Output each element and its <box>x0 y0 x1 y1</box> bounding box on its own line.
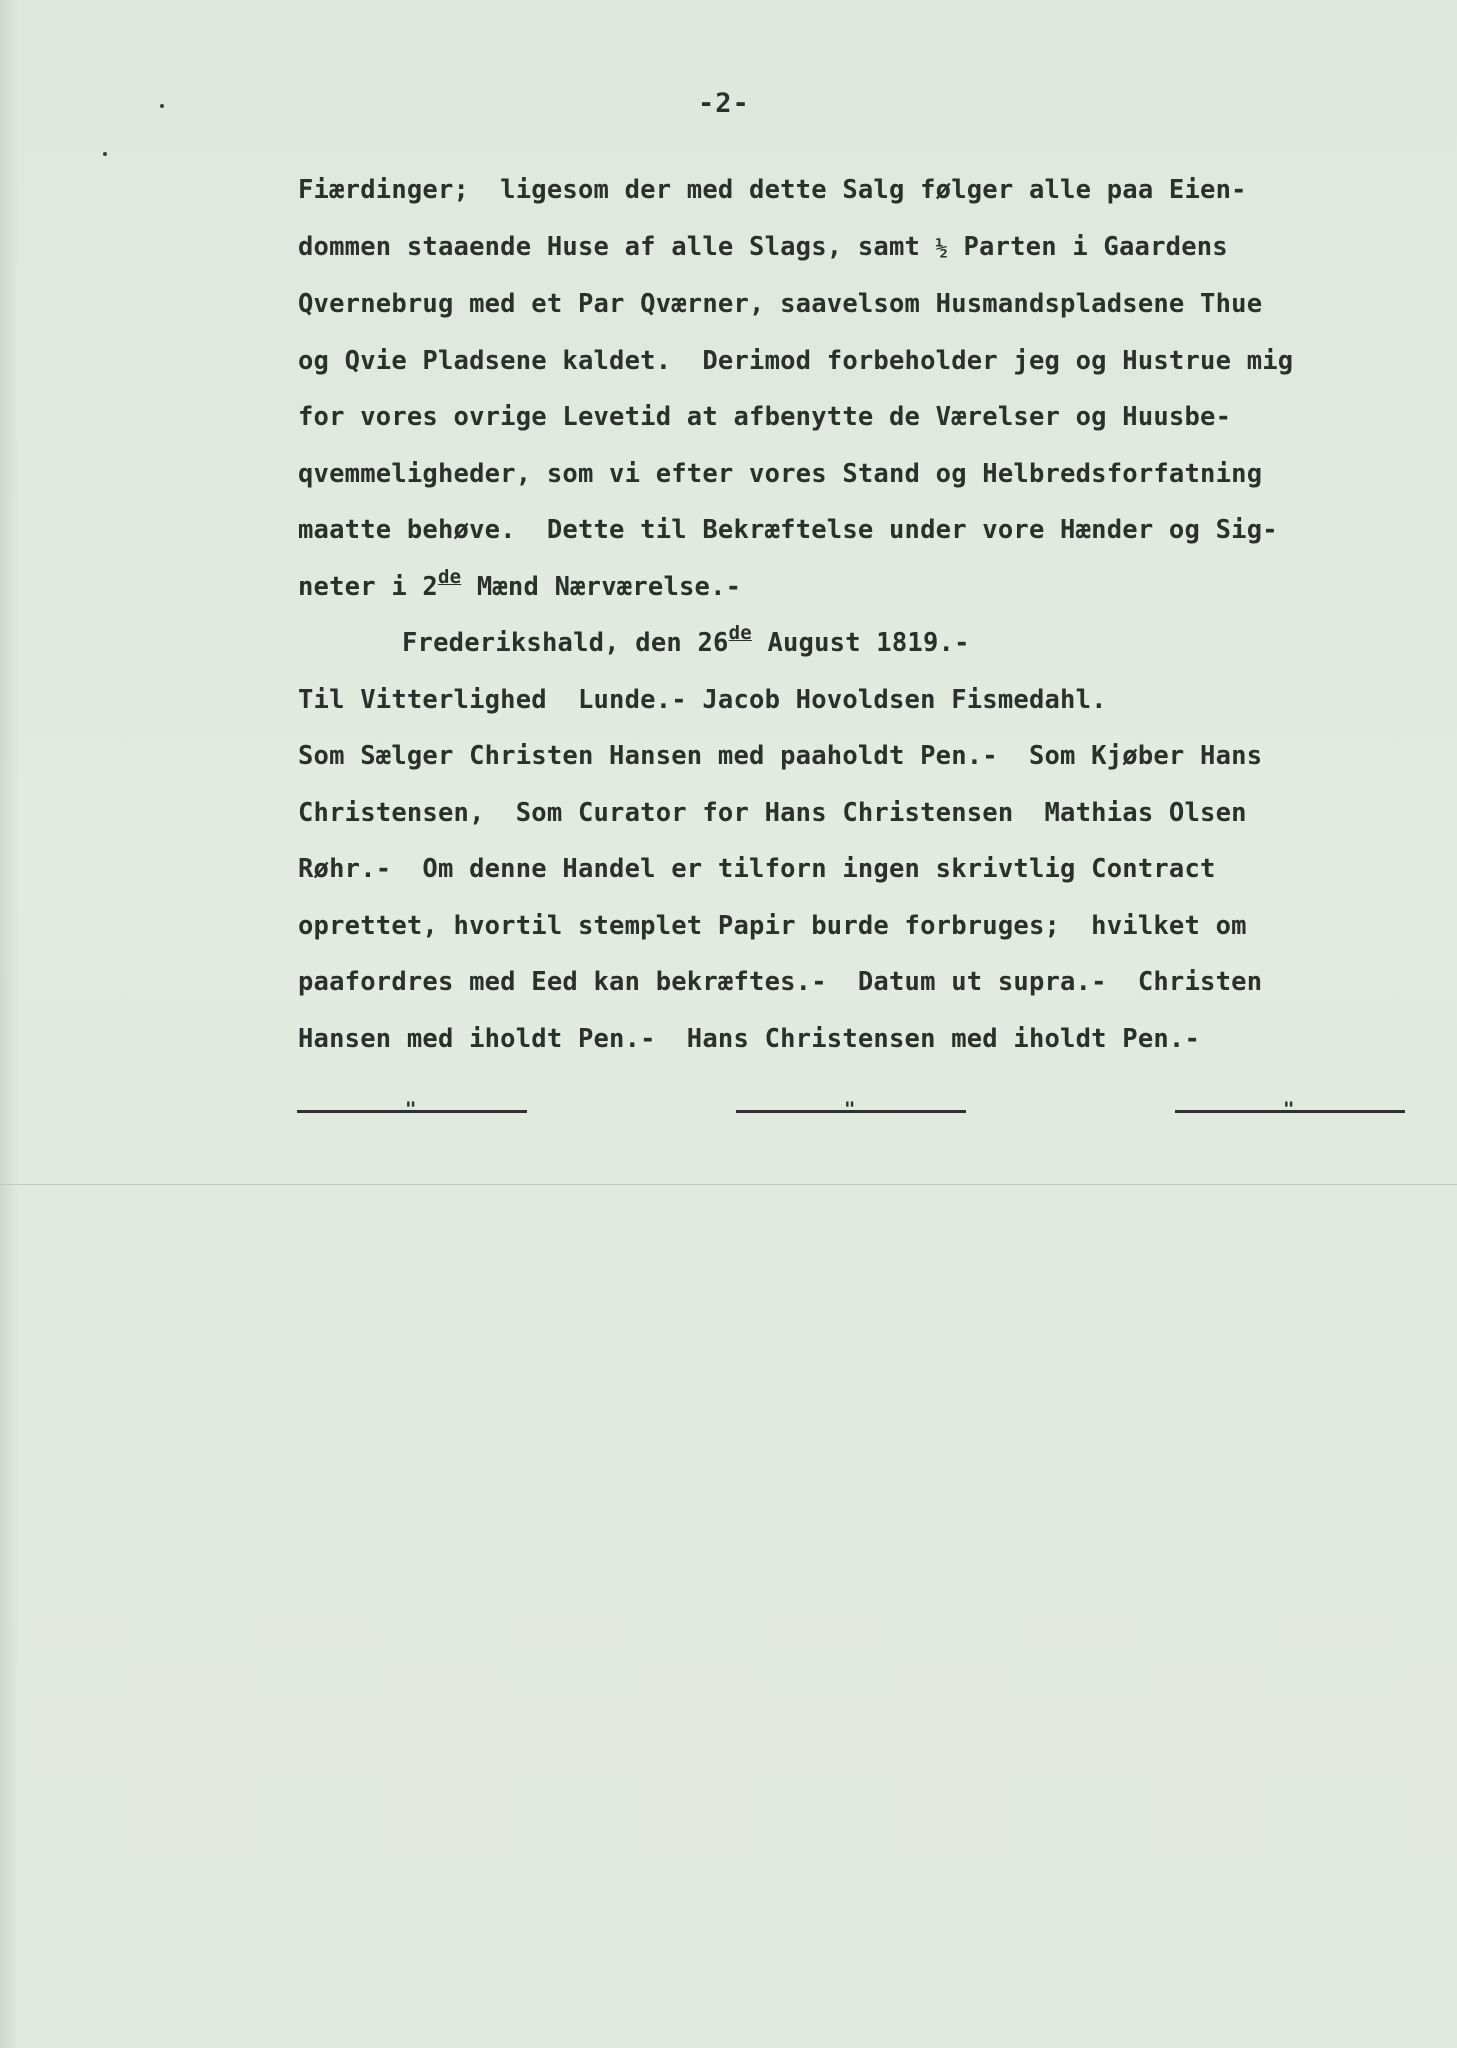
separator-line <box>297 1098 527 1120</box>
text-line: Hansen med iholdt Pen.- Hans Christensen med iholdt Pen.- <box>298 1023 1201 1054</box>
text-line: paafordres med Eed kan bekræftes.- Datum ut supra.- Christen <box>298 967 1263 997</box>
text-line: Røhr.- Om denne Handel er tilforn ingen skrivtlig Contract <box>298 854 1216 884</box>
text-line: og Qvie Pladsene kaldet. Derimod forbeholder jeg og Hustrue mig <box>298 345 1294 376</box>
text-segment: Parten i Gaardens <box>947 231 1228 262</box>
text-line: for vores ovrige Levetid at afbenytte de Værelser og Huusbe- <box>298 402 1232 432</box>
text-line <box>298 615 1438 672</box>
text-segment: Mænd Nærværelse.- <box>461 571 742 602</box>
text-segment: Frederikshald, den 26 <box>402 628 729 658</box>
paper-fold-line <box>0 1184 1457 1185</box>
text-line: Qvernebrug med et Par Qværner, saavelsom Husmandspladsene Thue <box>298 289 1263 319</box>
text-line <box>298 559 1438 616</box>
ditto-mark: " <box>405 1098 417 1120</box>
text-line: Fiærdinger; ligesom der med dette Salg følger alle paa Eien- <box>298 175 1247 205</box>
page-number: -2- <box>698 88 750 119</box>
ink-speck <box>103 152 107 156</box>
ditto-mark: " <box>1283 1098 1295 1120</box>
text-line: Som Sælger Christen Hansen med paaholdt Pen.- Som Kjøber Hans <box>298 741 1263 771</box>
text-line: Christensen, Som Curator for Hans Christensen Mathias Olsen <box>298 797 1247 828</box>
fraction-half: ½ <box>935 235 948 260</box>
text-line: qvemmeligheder, som vi efter vores Stand og Helbredsforfatning <box>298 458 1263 489</box>
ordinal-superscript: de <box>437 565 462 588</box>
typed-text-body <box>298 162 1438 1067</box>
text-segment: August 1819.- <box>751 628 970 658</box>
ditto-mark: " <box>844 1098 856 1120</box>
text-segment: neter i 2 <box>298 571 438 602</box>
text-segment: dommen staaende Huse af alle Slags, samt <box>298 231 936 262</box>
ink-speck <box>160 104 164 108</box>
ordinal-superscript: de <box>728 622 752 644</box>
separator-line <box>736 1098 966 1120</box>
text-line: Til Vitterlighed Lunde.- Jacob Hovoldsen Fismedahl. <box>298 684 1107 715</box>
text-line: maatte behøve. Dette til Bekræftelse under vore Hænder og Sig- <box>298 515 1278 545</box>
separator-line <box>1175 1098 1405 1120</box>
page-edge-shadow <box>0 0 20 2048</box>
text-line <box>298 219 1438 277</box>
text-line: oprettet, hvortil stemplet Papir burde forbruges; hvilket om <box>298 910 1247 941</box>
